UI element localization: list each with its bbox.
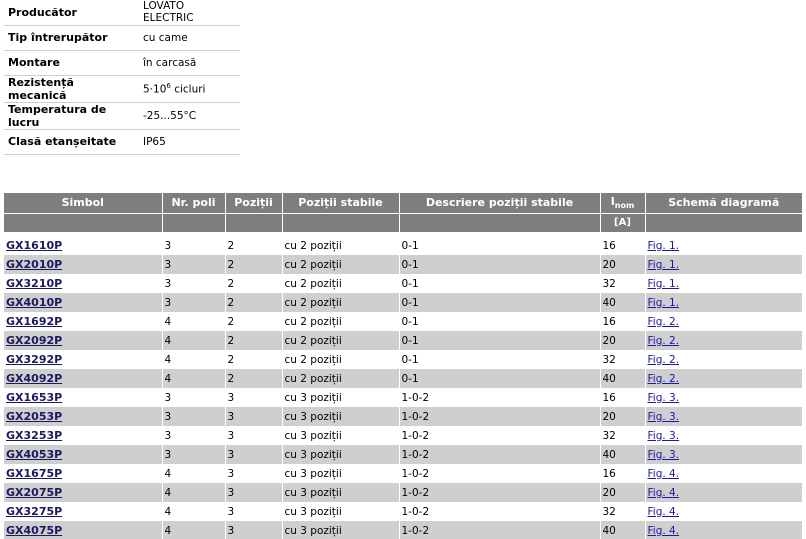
product-symbol-link[interactable]: GX2053P — [6, 410, 63, 423]
diagram-link[interactable]: Fig. 3. — [647, 448, 680, 461]
cell-symbol[interactable] — [4, 388, 162, 407]
table-row — [4, 312, 802, 331]
cell-diagram[interactable] — [645, 445, 802, 464]
cell-inom: 32 — [600, 350, 645, 369]
spec-value: în carcasă — [139, 50, 240, 75]
cell-description: 0-1 — [399, 350, 600, 369]
cell-positions: 2 — [225, 274, 282, 293]
product-symbol-link[interactable]: GX2092P — [6, 334, 63, 347]
cell-stable-positions: cu 3 poziții — [282, 521, 399, 539]
diagram-link[interactable]: Fig. 1. — [647, 277, 680, 290]
table-row — [4, 483, 802, 502]
product-symbol-link[interactable]: GX1692P — [6, 315, 63, 328]
spec-row-mechanical-endurance — [4, 75, 240, 102]
cell-symbol[interactable] — [4, 350, 162, 369]
product-symbol-link[interactable]: GX4075P — [6, 524, 63, 537]
cell-positions: 2 — [225, 369, 282, 388]
cell-diagram[interactable] — [645, 312, 802, 331]
product-symbol-link[interactable]: GX4010P — [6, 296, 63, 309]
cell-poles: 3 — [162, 236, 225, 255]
cell-stable-positions: cu 3 poziții — [282, 426, 399, 445]
cell-symbol[interactable] — [4, 483, 162, 502]
cell-diagram[interactable] — [645, 388, 802, 407]
cell-diagram[interactable] — [645, 274, 802, 293]
spec-row-manufacturer — [4, 0, 240, 25]
cell-stable-positions: cu 3 poziții — [282, 407, 399, 426]
cell-description: 0-1 — [399, 312, 600, 331]
cell-poles: 4 — [162, 312, 225, 331]
spec-value-base: 5·10 — [143, 83, 167, 96]
spec-row-protection-class — [4, 129, 240, 154]
cell-poles: 4 — [162, 331, 225, 350]
column-header-positions[interactable]: Poziții — [225, 193, 282, 213]
unit-cell-empty — [645, 213, 802, 232]
table-row — [4, 255, 802, 274]
column-header-diagram[interactable]: Schemă diagramă — [645, 193, 802, 213]
cell-poles: 4 — [162, 350, 225, 369]
cell-diagram[interactable] — [645, 521, 802, 539]
product-symbol-link[interactable]: GX1610P — [6, 239, 63, 252]
spec-row-mounting — [4, 50, 240, 75]
diagram-link[interactable]: Fig. 2. — [647, 353, 680, 366]
cell-description: 0-1 — [399, 293, 600, 312]
cell-poles: 3 — [162, 388, 225, 407]
cell-stable-positions: cu 2 poziții — [282, 331, 399, 350]
cell-description: 1-0-2 — [399, 483, 600, 502]
cell-inom: 20 — [600, 407, 645, 426]
cell-inom: 32 — [600, 274, 645, 293]
cell-diagram[interactable] — [645, 293, 802, 312]
cell-positions: 3 — [225, 407, 282, 426]
cell-stable-positions: cu 2 poziții — [282, 369, 399, 388]
unit-cell-empty — [225, 213, 282, 232]
cell-symbol[interactable] — [4, 369, 162, 388]
cell-description: 1-0-2 — [399, 502, 600, 521]
cell-inom: 32 — [600, 502, 645, 521]
cell-description: 1-0-2 — [399, 521, 600, 539]
cell-symbol[interactable] — [4, 521, 162, 539]
spec-value: LOVATO ELECTRIC — [139, 0, 240, 25]
cell-poles: 3 — [162, 255, 225, 274]
cell-symbol[interactable] — [4, 312, 162, 331]
cell-stable-positions: cu 2 poziții — [282, 350, 399, 369]
cell-poles: 3 — [162, 407, 225, 426]
table-row — [4, 369, 802, 388]
cell-poles: 4 — [162, 483, 225, 502]
diagram-link[interactable]: Fig. 4. — [647, 486, 680, 499]
cell-description: 1-0-2 — [399, 426, 600, 445]
cell-symbol[interactable] — [4, 426, 162, 445]
diagram-link[interactable]: Fig. 3. — [647, 391, 680, 404]
spec-label: Montare — [4, 50, 139, 75]
cell-symbol[interactable] — [4, 255, 162, 274]
cell-positions: 3 — [225, 445, 282, 464]
cell-inom: 20 — [600, 483, 645, 502]
cell-stable-positions: cu 3 poziții — [282, 445, 399, 464]
product-symbol-link[interactable]: GX4053P — [6, 448, 63, 461]
unit-cell-inom: [A] — [600, 213, 645, 232]
cell-positions: 3 — [225, 483, 282, 502]
cell-stable-positions: cu 2 poziții — [282, 293, 399, 312]
cell-inom: 16 — [600, 312, 645, 331]
spec-label: Tip întrerupător — [4, 25, 139, 50]
product-symbol-link[interactable]: GX2010P — [6, 258, 63, 271]
table-row — [4, 236, 802, 255]
inom-symbol: I — [610, 195, 615, 209]
cell-inom: 16 — [600, 236, 645, 255]
column-header-symbol[interactable]: Simbol — [4, 193, 162, 213]
cell-diagram[interactable] — [645, 331, 802, 350]
table-header-row — [4, 193, 802, 213]
diagram-link[interactable]: Fig. 2. — [647, 315, 680, 328]
unit-cell-empty — [4, 213, 162, 232]
product-symbol-link[interactable]: GX4092P — [6, 372, 63, 385]
cell-description: 0-1 — [399, 369, 600, 388]
cell-diagram[interactable] — [645, 369, 802, 388]
table-row — [4, 293, 802, 312]
cell-description: 1-0-2 — [399, 464, 600, 483]
product-symbol-link[interactable]: GX3275P — [6, 505, 63, 518]
diagram-link[interactable]: Fig. 4. — [647, 505, 680, 518]
cell-inom: 40 — [600, 521, 645, 539]
cell-description: 1-0-2 — [399, 445, 600, 464]
table-row — [4, 274, 802, 293]
cell-poles: 4 — [162, 464, 225, 483]
cell-positions: 2 — [225, 293, 282, 312]
cell-positions: 3 — [225, 426, 282, 445]
cell-poles: 4 — [162, 502, 225, 521]
column-header-poles[interactable]: Nr. poli — [162, 193, 225, 213]
product-symbol-link[interactable]: GX1675P — [6, 467, 63, 480]
cell-description: 1-0-2 — [399, 407, 600, 426]
product-symbol-link[interactable]: GX2075P — [6, 486, 63, 499]
cell-poles: 4 — [162, 369, 225, 388]
spec-row-temperature — [4, 102, 240, 129]
diagram-link[interactable]: Fig. 1. — [647, 296, 680, 309]
table-row — [4, 331, 802, 350]
cell-positions: 2 — [225, 312, 282, 331]
unit-cell-empty — [162, 213, 225, 232]
cell-inom: 40 — [600, 293, 645, 312]
unit-cell-empty — [282, 213, 399, 232]
cell-stable-positions: cu 3 poziții — [282, 502, 399, 521]
table-body — [4, 236, 802, 539]
table-row — [4, 426, 802, 445]
cell-positions: 2 — [225, 255, 282, 274]
spec-label: Rezistență mecanică — [4, 75, 139, 102]
cell-symbol[interactable] — [4, 445, 162, 464]
cell-diagram[interactable] — [645, 255, 802, 274]
cell-inom: 40 — [600, 445, 645, 464]
cell-positions: 3 — [225, 388, 282, 407]
cell-poles: 3 — [162, 293, 225, 312]
cell-positions: 3 — [225, 502, 282, 521]
diagram-link[interactable]: Fig. 1. — [647, 258, 680, 271]
diagram-link[interactable]: Fig. 2. — [647, 372, 680, 385]
table-row — [4, 388, 802, 407]
unit-cell-empty — [399, 213, 600, 232]
product-symbol-link[interactable]: GX3210P — [6, 277, 63, 290]
product-symbol-link[interactable]: GX1653P — [6, 391, 63, 404]
cell-diagram[interactable] — [645, 483, 802, 502]
inom-subscript: nom — [614, 201, 635, 211]
cell-symbol[interactable] — [4, 274, 162, 293]
product-symbol-link[interactable]: GX3253P — [6, 429, 63, 442]
spec-value — [139, 75, 240, 102]
cell-stable-positions: cu 3 poziții — [282, 464, 399, 483]
diagram-link[interactable]: Fig. 3. — [647, 429, 680, 442]
cell-description: 0-1 — [399, 331, 600, 350]
table-row — [4, 445, 802, 464]
spec-label: Temperatura de lucru — [4, 102, 139, 129]
cell-symbol[interactable] — [4, 236, 162, 255]
cell-diagram[interactable] — [645, 502, 802, 521]
spec-label: Producător — [4, 0, 139, 25]
cell-positions: 3 — [225, 464, 282, 483]
cell-poles: 3 — [162, 274, 225, 293]
cell-positions: 2 — [225, 331, 282, 350]
diagram-link[interactable]: Fig. 4. — [647, 524, 680, 537]
cell-inom: 16 — [600, 464, 645, 483]
spec-value: -25...55°C — [139, 102, 240, 129]
spec-value-exponent: 6 — [166, 81, 171, 90]
cell-positions: 2 — [225, 236, 282, 255]
cell-poles: 4 — [162, 521, 225, 539]
cell-inom: 20 — [600, 331, 645, 350]
cell-poles: 3 — [162, 445, 225, 464]
diagram-link[interactable]: Fig. 4. — [647, 467, 680, 480]
diagram-link[interactable]: Fig. 3. — [647, 410, 680, 423]
products-table — [4, 193, 803, 539]
spec-value-unit: cicluri — [170, 83, 206, 96]
cell-description: 0-1 — [399, 274, 600, 293]
cell-diagram[interactable] — [645, 407, 802, 426]
cell-inom: 40 — [600, 369, 645, 388]
product-symbol-link[interactable]: GX3292P — [6, 353, 63, 366]
cell-diagram[interactable] — [645, 350, 802, 369]
cell-inom: 32 — [600, 426, 645, 445]
table-row — [4, 350, 802, 369]
cell-positions: 2 — [225, 350, 282, 369]
cell-diagram[interactable] — [645, 236, 802, 255]
cell-stable-positions: cu 2 poziții — [282, 274, 399, 293]
cell-diagram[interactable] — [645, 426, 802, 445]
table-row — [4, 464, 802, 483]
table-row — [4, 521, 802, 539]
cell-inom: 16 — [600, 388, 645, 407]
column-header-inom[interactable] — [600, 193, 645, 213]
cell-description: 1-0-2 — [399, 388, 600, 407]
specs-table — [4, 0, 240, 155]
spec-row-switch-type — [4, 25, 240, 50]
cell-stable-positions: cu 2 poziții — [282, 236, 399, 255]
cell-symbol[interactable] — [4, 502, 162, 521]
spec-label: Clasă etanșeitate — [4, 129, 139, 154]
diagram-link[interactable]: Fig. 2. — [647, 334, 680, 347]
cell-poles: 3 — [162, 426, 225, 445]
table-row — [4, 502, 802, 521]
cell-diagram[interactable] — [645, 464, 802, 483]
table-unit-row — [4, 213, 802, 232]
cell-stable-positions: cu 3 poziții — [282, 483, 399, 502]
spec-value: cu came — [139, 25, 240, 50]
column-header-stable-positions[interactable]: Poziții stabile — [282, 193, 399, 213]
cell-symbol[interactable] — [4, 464, 162, 483]
cell-stable-positions: cu 2 poziții — [282, 255, 399, 274]
cell-symbol[interactable] — [4, 331, 162, 350]
cell-description: 0-1 — [399, 236, 600, 255]
table-row — [4, 407, 802, 426]
cell-inom: 20 — [600, 255, 645, 274]
cell-positions: 3 — [225, 521, 282, 539]
cell-symbol[interactable] — [4, 407, 162, 426]
cell-symbol[interactable] — [4, 293, 162, 312]
cell-stable-positions: cu 2 poziții — [282, 312, 399, 331]
cell-stable-positions: cu 3 poziții — [282, 388, 399, 407]
cell-description: 0-1 — [399, 255, 600, 274]
diagram-link[interactable]: Fig. 1. — [647, 239, 680, 252]
column-header-description[interactable]: Descriere poziții stabile — [399, 193, 600, 213]
spec-value: IP65 — [139, 129, 240, 154]
